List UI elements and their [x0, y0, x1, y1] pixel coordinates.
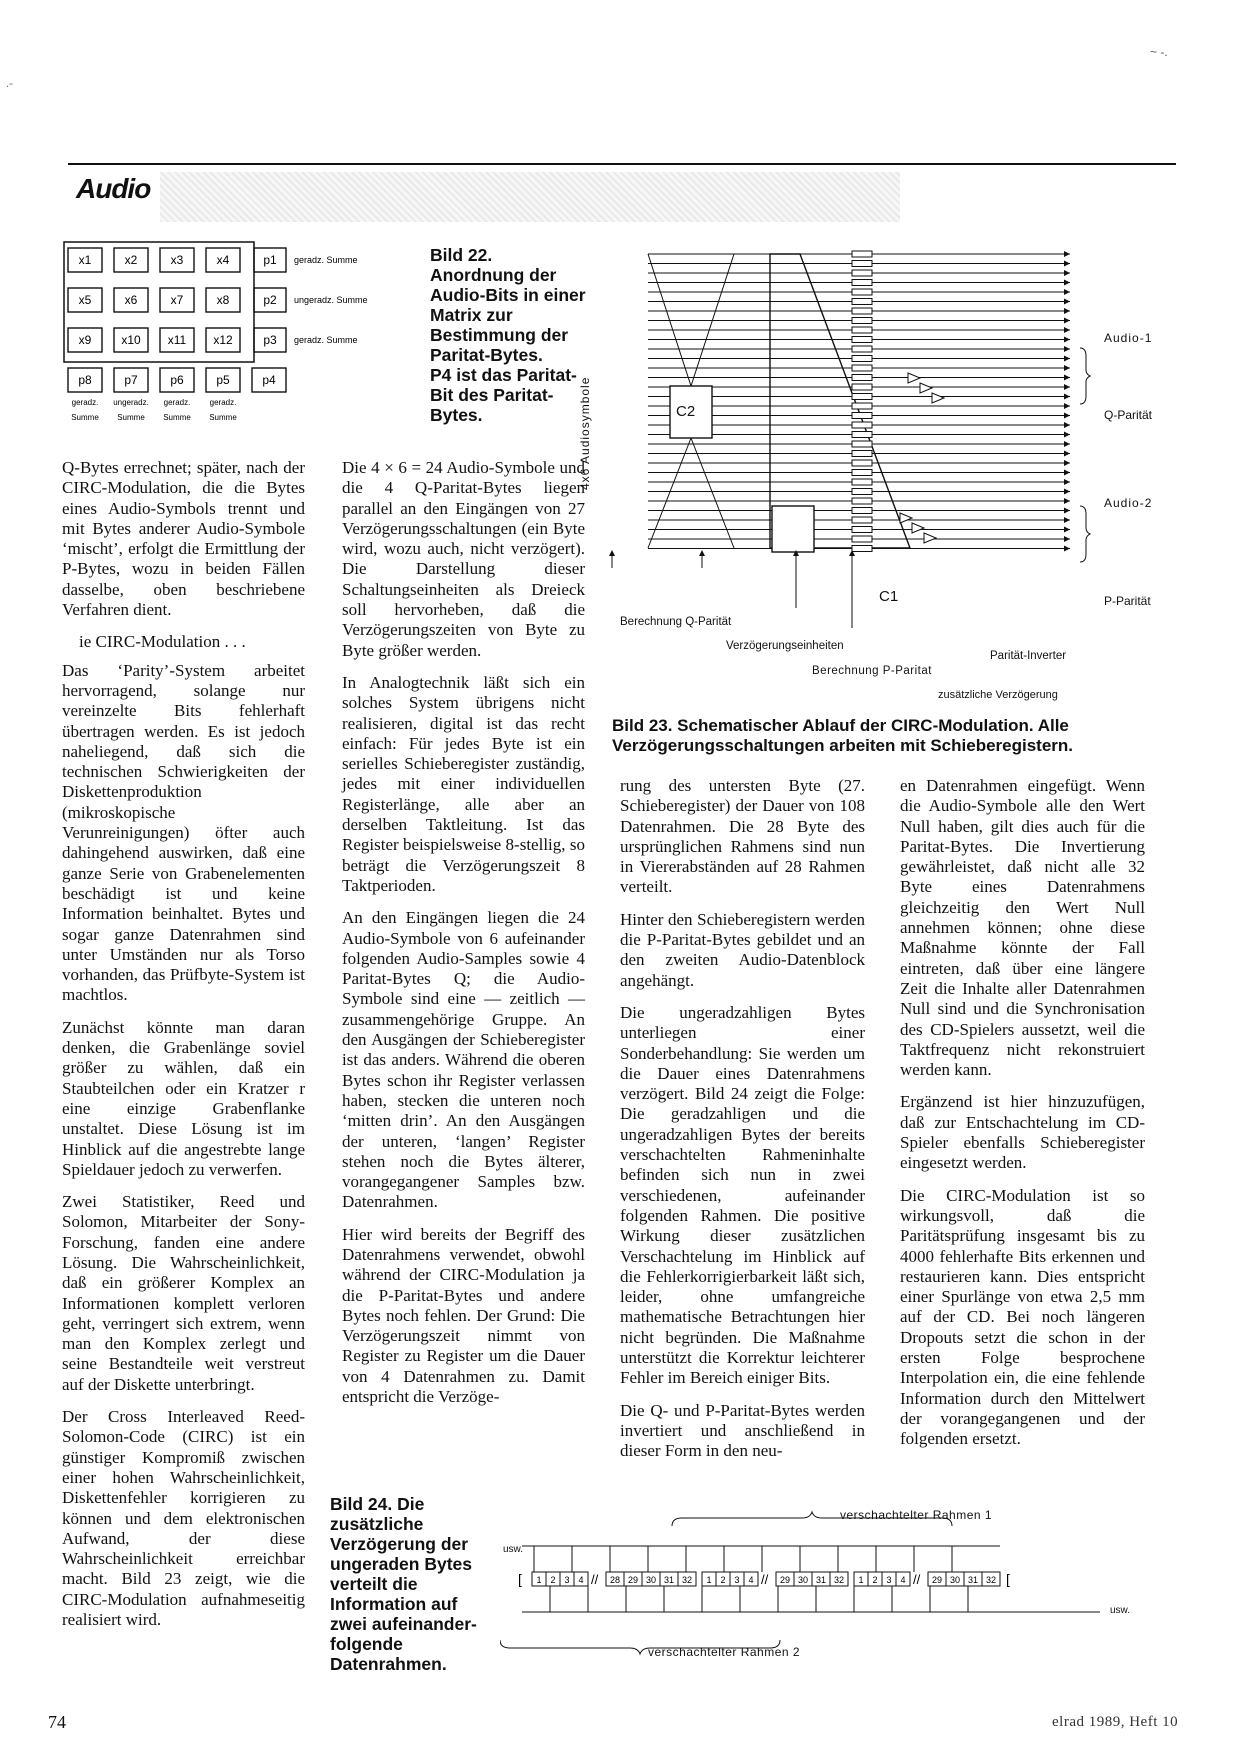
paragraph: Ergänzend ist hier hinzuzufügen, daß zur Entschachtelung im CD-Spieler ebenfalls Schieberegister eingesetzt werden. — [900, 1092, 1145, 1173]
p-parity-brace — [1080, 506, 1090, 562]
matrix-cell-label: x7 — [170, 293, 184, 307]
caption-line: Bestimmung der — [430, 325, 569, 345]
register-cell — [852, 375, 872, 381]
matrix-grid — [64, 242, 368, 422]
output-arrow — [1064, 498, 1070, 504]
output-arrow — [1064, 356, 1070, 362]
output-arrow — [1064, 308, 1070, 314]
caption-line: Paritat-Bytes. — [430, 345, 543, 365]
column-sum-label: geradz. — [209, 398, 237, 407]
matrix-cell-label: x2 — [124, 253, 138, 267]
register-cell — [852, 356, 872, 362]
caption-line: zusätzliche — [330, 1514, 424, 1534]
output-arrow — [1064, 422, 1070, 428]
paritat-inverter-label: Parität-Inverter — [990, 650, 1067, 662]
c1-box-label: C1 — [879, 588, 899, 605]
row-sum-label: ungeradz. Summe — [294, 295, 368, 305]
section-header-band — [160, 172, 900, 222]
output-arrow — [1064, 289, 1070, 295]
top-rule — [68, 163, 1176, 165]
column-1 — [62, 458, 305, 1642]
output-arrow — [1064, 489, 1070, 495]
berechnung-q-label: Berechnung Q-Parität — [620, 616, 732, 628]
break-marker: // — [913, 1572, 921, 1587]
column-parity-label: p6 — [170, 373, 184, 387]
output-arrow — [1064, 375, 1070, 381]
q-paritat-label: Q-Parität — [1104, 408, 1153, 422]
output-arrow — [1064, 432, 1070, 438]
paragraph: Zunächst könnte man daran denken, die Grabenlänge soviel größer zu wählen, daß ein Staubteilchen oder ein Kratzer r eine einzige Grabenflanke unstaltet. Diese Lösung ist im Hinblick auf die angestrebte lange Spieldauer jedoch zu verwerfen. — [62, 1017, 305, 1179]
output-arrow — [1064, 403, 1070, 409]
inverter — [908, 373, 920, 383]
caption-line: Datenrahmen. — [330, 1654, 447, 1674]
figure-24-interleave-diagram — [500, 1500, 1150, 1680]
berechnung-p-label: Berechnung P-Paritat — [812, 665, 932, 677]
byte-label: 30 — [949, 1575, 961, 1585]
column-sum-label: Summe — [71, 413, 99, 422]
column-parity-label: p8 — [78, 373, 92, 387]
row-parity-label: p3 — [263, 333, 277, 347]
column-sum-label: Summe — [117, 413, 145, 422]
paragraph: Q-Bytes errechnet; später, nach der CIRC-Modulation, die die Bytes eines Audio-Symbols trennt und mit Bytes anderer Audio-Symbole ‘mischt’, erfolgt die Ermittlung der P-Bytes, wozu in beiden Fällen dasselbe, oben beschriebene Verfahren dient. — [62, 458, 305, 620]
delay-triangle — [770, 254, 910, 548]
output-arrow — [1064, 470, 1070, 476]
byte-label: 1 — [536, 1575, 542, 1585]
register-cell — [852, 270, 872, 276]
section-title: Audio — [76, 173, 151, 204]
scan-artifact: ~ -. — [1150, 45, 1168, 59]
output-arrow — [1064, 460, 1070, 466]
output-arrow — [1064, 508, 1070, 514]
output-arrow — [1064, 384, 1070, 390]
matrix-cell-label: x1 — [78, 253, 92, 267]
matrix-cell-label: x12 — [213, 333, 233, 347]
caption-line: Verzögerung der — [330, 1534, 469, 1554]
byte-label: 32 — [833, 1575, 845, 1585]
audio2-label: Audio-2 — [1104, 496, 1153, 510]
column-sum-label: geradz. — [71, 398, 99, 407]
row-parity-label: p2 — [263, 293, 277, 307]
figure-23-caption: Bild 23. Schematischer Ablauf der CIRC-Modulation. Alle Verzögerungsschaltungen arbeiten mit Schieberegistern. — [612, 716, 1074, 755]
byte-label: 29 — [627, 1575, 639, 1585]
bracket-glyph: [ — [1006, 1571, 1010, 1587]
output-arrow — [1064, 527, 1070, 533]
byte-label: 2 — [872, 1575, 878, 1585]
pointer-arrow — [609, 550, 615, 556]
matrix-cell-label: x10 — [121, 333, 141, 347]
verzoegerungseinheiten-label: Verzögerungseinheiten — [726, 640, 844, 652]
caption-line: ungeraden Bytes — [330, 1554, 472, 1574]
register-cell — [852, 508, 872, 514]
register-cell — [852, 498, 872, 504]
matrix-cell-label: x11 — [167, 333, 187, 347]
column-2 — [342, 458, 585, 1419]
paragraph: Der Cross Interleaved Reed-Solomon-Code (CIRC) ist ein günstiger Kompromiß zwischen einer hohen Wahrscheinlichkeit, Diskettenfehler korrigieren zu können und dem elektronischen Aufwand, der diese Wahrscheinlichkeit erreichbar macht. Bild 23 zeigt, wie die CIRC-Modulation aufnahmeseitig realisiert wird. — [62, 1407, 305, 1630]
byte-label: 2 — [550, 1575, 556, 1585]
column-parity-label: p5 — [216, 373, 230, 387]
register-cell — [852, 489, 872, 495]
page-number: 74 — [48, 1712, 66, 1732]
output-arrow — [1064, 318, 1070, 324]
caption-line: zwei aufeinander- — [330, 1614, 477, 1634]
register-cell — [852, 308, 872, 314]
byte-label: 4 — [748, 1575, 754, 1585]
paragraph: Die CIRC-Modulation ist so wirkungsvoll, daß die Paritätsprüfung insgesamt bis zu 4000 fehlerhafte Bits erkennen und restaurieren kann. Dies entspricht einer Spurlänge von etwa 2,5 mm auf der CD. Bei noch längeren Dropouts setzt die schon in der ersten Folge besprochene Interpolation ein, die eine fehlende Information durch den Mittelwert der vorangegangenen und der folgenden ersetzt. — [900, 1185, 1145, 1449]
caption-line: Bild 22. — [430, 245, 493, 265]
fan-line — [691, 438, 734, 548]
c2-box-label: C2 — [676, 403, 696, 420]
output-arrow — [1064, 394, 1070, 400]
column-sum-label: ungeradz. — [113, 398, 149, 407]
byte-label: 28 — [609, 1575, 621, 1585]
output-arrow — [1064, 536, 1070, 542]
vertical-axis-label: 4x6 Audiosymbole — [578, 376, 592, 490]
byte-label: 32 — [681, 1575, 693, 1585]
caption-line: Audio-Bits in einer — [430, 285, 586, 305]
column-4 — [900, 776, 1145, 1462]
column-parity-label: p4 — [262, 373, 276, 387]
byte-label: 4 — [578, 1575, 584, 1585]
register-cell — [852, 403, 872, 409]
q-parity-brace — [1080, 348, 1090, 404]
paragraph: Hier wird bereits der Begriff des Datenrahmens verwendet, obwohl während der CIRC-Modulation ja die P-Paritat-Bytes und andere Bytes noch fehlen. Der Grund: Die Verzögerungszeit nimmt von Register zu Register um die Dauer von 4 Datenrahmen zu. Damit entspricht die Verzöge- — [342, 1224, 585, 1407]
byte-label: 31 — [967, 1575, 979, 1585]
paragraph: en Datenrahmen eingefügt. Wenn die Audio-Symbole alle den Wert Null haben, gilt dies auch für die Paritat-Bytes. Die Invertierung gewährleistet, daß nicht alle 32 Byte eines Datenrahmens gleichzeitig den Wert Null annehmen können; ohne diese Maßnahme könnte der Fall eintreten, daß über eine längere Zeit die Inhalte aller Datenrahmen Null sind und die Synchronisation des CD-Spielers aussetzt, weil die Taktfrequenz nicht rekonstruiert werden kann. — [900, 776, 1145, 1080]
usw-left-label: usw. — [503, 1544, 524, 1555]
output-arrow — [1064, 261, 1070, 267]
inverter — [924, 533, 936, 543]
output-arrow — [1064, 413, 1070, 419]
byte-label: 2 — [720, 1575, 726, 1585]
break-marker: // — [761, 1572, 769, 1587]
matrix-cell-label: x5 — [78, 293, 92, 307]
register-cell — [852, 299, 872, 305]
output-arrow — [1064, 441, 1070, 447]
register-cell — [852, 394, 872, 400]
usw-right-label: usw. — [1110, 1605, 1131, 1616]
column-3 — [620, 776, 865, 1474]
matrix-cell-label: x4 — [216, 253, 230, 267]
output-arrow — [1064, 479, 1070, 485]
caption-line: Matrix zur — [430, 305, 513, 325]
register-cell — [852, 384, 872, 390]
frame2-label: verschachtelter Rahmen 2 — [648, 1645, 801, 1659]
paragraph: Die Q- und P-Paritat-Bytes werden invertiert und anschließend in dieser Form in den neu- — [620, 1400, 865, 1461]
byte-label: 3 — [734, 1575, 740, 1585]
inverter — [900, 513, 912, 523]
register-cell — [852, 346, 872, 352]
caption-line: P4 ist das Paritat- — [430, 365, 577, 385]
column-sum-label: geradz. — [163, 398, 191, 407]
register-cell — [852, 251, 872, 257]
register-cell — [852, 451, 872, 457]
output-arrow — [1064, 365, 1070, 371]
output-arrow — [1064, 517, 1070, 523]
byte-label: 30 — [645, 1575, 657, 1585]
register-cell — [852, 337, 872, 343]
row-sum-label: geradz. Summe — [294, 255, 358, 265]
caption-line: verteilt die — [330, 1574, 418, 1594]
output-arrow — [1064, 546, 1070, 552]
p-paritat-label: P-Parität — [1104, 594, 1151, 608]
register-cell — [852, 289, 872, 295]
paragraph: Die ungeradzahligen Bytes unterliegen einer Sonderbehandlung: Sie werden um die Dauer eines Datenrahmens verzögert. Bild 24 zeigt die Folge: Die geradzahligen und die ungeradzahligen Bytes der bereits verschachtelten Rahmeninhalte befinden sich nun in zwei verschiedenen, aufeinander folgenden Rahmen. Die positive Wirkung dieser zusätzlichen Verschachtelung im Hinblick auf die Fehlerkorrigierbarkeit läßt sich, leider, ohne umfangreiche mathematische Betrachtungen hier nicht begründen. Die Maßnahme unterstützt die Korrektur leichterer Fehler im Bereich einiger Bits. — [620, 1002, 865, 1388]
output-arrow — [1064, 270, 1070, 276]
matrix-cell-label: x6 — [124, 293, 138, 307]
caption-line: Bild 24. Die — [330, 1494, 425, 1514]
byte-label: 29 — [779, 1575, 791, 1585]
row-sum-label: geradz. Summe — [294, 335, 358, 345]
register-cell — [852, 413, 872, 419]
paragraph: Das ‘Parity’-System arbeitet hervorragend, solange nur vereinzelte Bits fehlerhaft übertragen werden. Es ist jedoch naheliegend, daß sich die technischen Schwierigkeiten der Diskettenproduktion (mikroskopische Verunreinigungen) öfter auch dahingehend auswirken, daß eine ganze Serie von Grabenelementen beschädigt ist und keine Information beinhaltet. Bytes und sogar ganze Datenrahmen sind unter Umständen nur als Torso vorhanden, das Prüfbyte-System ist machtlos. — [62, 660, 305, 1005]
output-arrow — [1064, 346, 1070, 352]
register-cell — [852, 318, 872, 324]
register-cell — [852, 460, 872, 466]
register-cell — [852, 546, 872, 552]
byte-label: 3 — [564, 1575, 570, 1585]
pointer-arrow — [699, 550, 705, 556]
byte-label: 3 — [886, 1575, 892, 1585]
register-cell — [852, 261, 872, 267]
byte-label: 31 — [663, 1575, 675, 1585]
bracket-glyph: [ — [518, 1571, 522, 1587]
scan-artifact: .- — [6, 76, 13, 90]
byte-label: 32 — [985, 1575, 997, 1585]
register-cell — [852, 517, 872, 523]
byte-label: 4 — [900, 1575, 906, 1585]
byte-label: 29 — [931, 1575, 943, 1585]
byte-label: 31 — [815, 1575, 827, 1585]
row-parity-label: p1 — [263, 253, 277, 267]
column-parity-label: p7 — [124, 373, 138, 387]
issue-info: elrad 1989, Heft 10 — [1052, 1714, 1179, 1730]
figure-22-matrix — [62, 240, 402, 430]
output-arrow — [1064, 337, 1070, 343]
c1-box — [772, 506, 814, 552]
register-cell — [852, 365, 872, 371]
byte-label: 1 — [706, 1575, 712, 1585]
register-cell — [852, 280, 872, 286]
register-cell — [852, 422, 872, 428]
output-arrow — [1064, 251, 1070, 257]
byte-label: 1 — [858, 1575, 864, 1585]
paragraph: In Analogtechnik läßt sich ein solches System übrigens nicht realisieren, digital ist das recht einfach: Für jedes Byte ist ein serielles Schieberegister zuständig, jedes mit einer individuellen Registerlänge, alle aber an derselben Taktleitung. Ist das Register beispielsweise 8-stellig, so beträgt die Verzögerungszeit 8 Taktperioden. — [342, 672, 585, 895]
output-arrow — [1064, 451, 1070, 457]
caption-line: folgende — [330, 1634, 403, 1654]
register-cell — [852, 479, 872, 485]
output-arrow — [1064, 299, 1070, 305]
matrix-cell-label: x3 — [170, 253, 184, 267]
matrix-cell-label: x8 — [216, 293, 230, 307]
caption-line: Information auf — [330, 1594, 458, 1614]
register-cell — [852, 441, 872, 447]
subheading-text: ie CIRC-Modulation . . . — [79, 632, 246, 652]
audio1-label: Audio-1 — [1104, 331, 1153, 345]
caption-line: Anordnung der — [430, 265, 557, 285]
register-cell — [852, 527, 872, 533]
caption-line: Bytes. — [430, 405, 483, 425]
frame1-label: verschachtelter Rahmen 1 — [840, 1508, 993, 1522]
break-marker: // — [591, 1572, 599, 1587]
paragraph: Die 4 × 6 = 24 Audio-Symbole und die 4 Q-Paritat-Bytes liegen parallel an den Eingängen von 27 Verzögerungsschaltungen (ein Byte wird, wozu auch, nicht verzögert). Die Darstellung dieser Schaltungseinheiten als Dreieck soll hervorheben, daß die Verzögerungszeiten von Byte zu Byte größer werden. — [342, 458, 585, 660]
output-arrow — [1064, 280, 1070, 286]
subheading — [62, 632, 305, 652]
column-sum-label: Summe — [209, 413, 237, 422]
inverter — [912, 523, 924, 533]
register-cell — [852, 432, 872, 438]
inverter — [932, 393, 944, 403]
paragraph: Zwei Statistiker, Reed und Solomon, Mitarbeiter der Sony-Forschung, fanden eine andere Lösung. Die Wahrscheinlichkeit, daß ein größerer Komplex an Informationen komplett verloren geht, verringert sich extrem, wenn man den Komplex zerlegt und seine Bestandteile weit verstreut auf der Diskette unterbringt. — [62, 1192, 305, 1394]
column-sum-label: Summe — [163, 413, 191, 422]
output-arrow — [1064, 327, 1070, 333]
register-cell — [852, 470, 872, 476]
paragraph: An den Eingängen liegen die 24 Audio-Symbole von 6 aufeinander folgenden Audio-Samples sowie 4 Paritat-Bytes Q; die Audio-Symbole sind eine — zeitlich — zusammengehörige Gruppe. An den Ausgängen der Schieberegister ist das anders. Während die oberen Bytes schon ihr Register verlassen haben, stecken die unteren noch ‘mitten drin’. An den Ausgängen der unteren, ‘langen’ Register stehen noch die Bytes älterer, vorangegangener Samples bzw. Datenrahmen. — [342, 908, 585, 1212]
matrix-cell-label: x9 — [78, 333, 92, 347]
figure-24-caption — [330, 1494, 500, 1674]
zusaetzliche-label: zusätzliche Verzögerung — [938, 689, 1058, 701]
paragraph: Hinter den Schieberegistern werden die P-Paritat-Bytes gebildet und an den zweiten Audio-Datenblock angehängt. — [620, 909, 865, 990]
fan-line — [648, 438, 691, 548]
figure-23-circ-diagram — [600, 248, 1220, 713]
paragraph: rung des untersten Byte (27. Schieberegister) der Dauer von 108 Datenrahmen. Die 28 Byte des ursprünglichen Rahmens sind nun in Viererabständen auf 28 Rahmen verteilt. — [620, 776, 865, 897]
byte-label: 30 — [797, 1575, 809, 1585]
register-cell — [852, 536, 872, 542]
inverter — [920, 383, 932, 393]
register-cell — [852, 327, 872, 333]
caption-line: Bit des Paritat- — [430, 385, 554, 405]
